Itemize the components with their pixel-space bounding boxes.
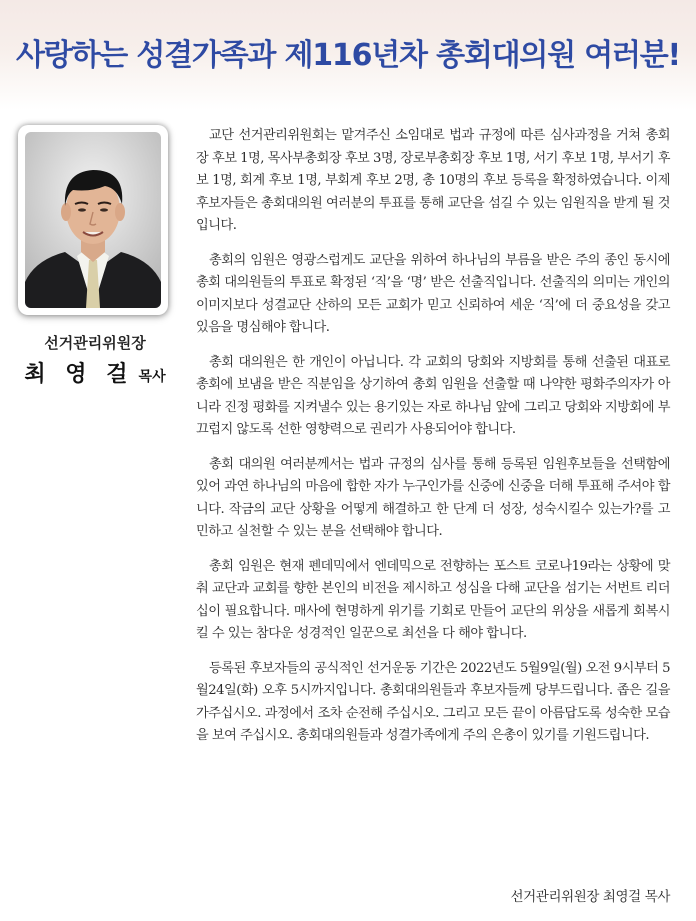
paragraph-1: 교단 선거관리위원회는 맡겨주신 소임대로 법과 규정에 따른 심사과정을 거쳐 총회장 후보 1명, 목사부총회장 후보 3명, 장로부총회장 후보 1명, 서기 후보 1명, 부서기 후보 1명, 회계 후보 1명, 부회계 후보 2명, 총 10명의 후보 등록을 확정하였습니다. 이제 후보자들은 총회대의원 여러분의 투표를 통해 교단을 섬길 수 있는 임원직을 받게 될 것입니다. <box>196 128 670 233</box>
portrait-photo <box>18 125 168 315</box>
author-role: 선거관리위원장 <box>44 334 146 352</box>
author-title-suffix: 목사 <box>138 369 166 385</box>
paragraph-5: 총회 임원은 현재 펜데믹에서 엔데믹으로 전향하는 포스트 코로나19라는 상황에 맞춰 교단과 교회를 향한 본인의 비전을 제시하고 성심을 다해 교단을 섬기는 서번트 리더십이 필요합니다. 매사에 현명하게 위기를 기회로 만들어 교단의 위상을 새롭게 회복시킬 수 있는 참다운 성경적인 일꾼으로 최선을 다 해야 합니다. <box>196 558 670 641</box>
letter-body <box>196 125 670 760</box>
paragraph-2: 총회의 임원은 영광스럽게도 교단을 위하여 하나님의 부름을 받은 주의 종인 동시에 총회 대의원들의 투표로 확정된 ‘직’을 ‘명’ 받은 선출직입니다. 선출직의 의미는 개인의 이미지보다 성결교단 산하의 모든 교회가 믿고 신뢰하여 세운 ‘직’에 더 중요성을 갖고 있음을 명심해야 합니다. <box>196 252 670 335</box>
portrait-image <box>25 132 161 308</box>
paragraph-6: 등록된 후보자들의 공식적인 선거운동 기간은 2022년도 5월9일(월) 오전 9시부터 5월24일(화) 오후 5시까지입니다. 총회대의원들과 후보자들께 당부드립니다. 좁은 길을 가주십시오. 과정에서 조차 순전해 주십시오. 그리고 모든 끝이 아름답도록 성숙한 모습을 보여 주십시오. 총회대의원들과 성결가족에게 주의 은총이 있기를 기원드립니다. <box>196 660 670 743</box>
author-name-line <box>0 357 190 388</box>
page-title: 사랑하는 성결가족과 제116년차 총회대의원 여러분! <box>15 38 681 73</box>
signature: 선거관리위원장 최영걸 목사 <box>510 889 670 905</box>
paragraph-4: 총회 대의원 여러분께서는 법과 규정의 심사를 통해 등록된 임원후보들을 선택함에 있어 과연 하나님의 마음에 합한 자가 누구인가를 신중에 신중을 더해 투표해 주셔야 합니다. 작금의 교단 상황을 어떻게 해결하고 한 단계 더 성장, 성숙시킬수 있는가?를 고민하고 실천할 수 있는 분을 선택해야 합니다. <box>196 456 670 539</box>
paragraph-3: 총회 대의원은 한 개인이 아닙니다. 각 교회의 당회와 지방회를 통해 선출된 대표로 총회에 보냄을 받은 직분임을 상기하여 총회 임원을 선출할 때 나약한 평화주의자가 아니라 진정 평화를 지켜낼수 있는 용기있는 자로 하나님 앞에 그리고 당회와 지방회에 부끄럽지 않도록 선한 영향력으로 권리가 사용되어야 합니다. <box>196 354 670 437</box>
author-name: 최 영 걸 <box>24 361 134 387</box>
